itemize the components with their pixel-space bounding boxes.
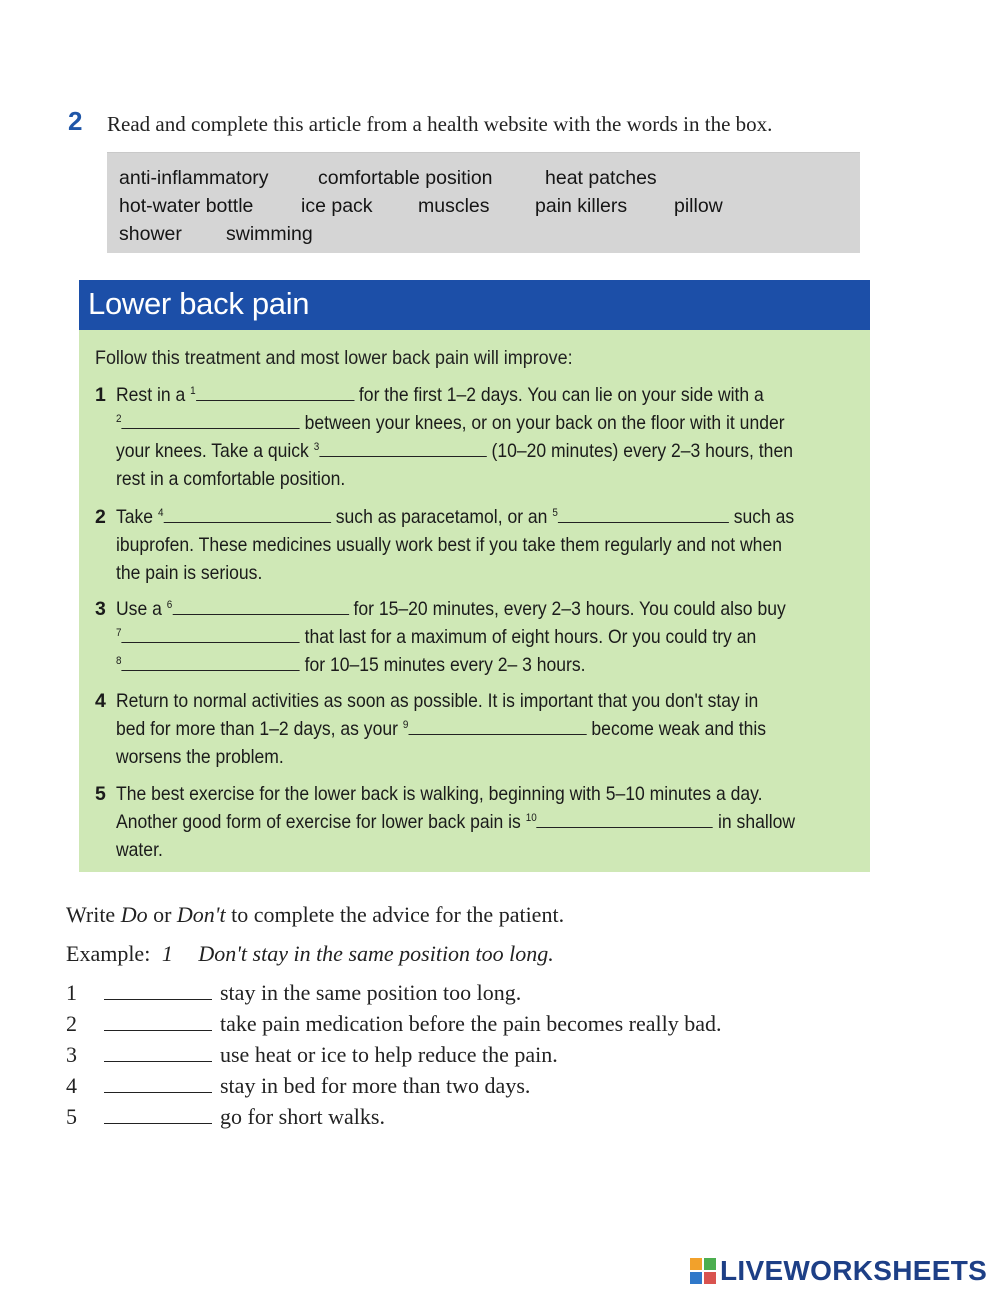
article-title: Lower back pain <box>88 286 310 321</box>
step2-line2: ibuprofen. These medicines usually work best if you take them regularly and not when <box>116 534 782 556</box>
step3-line3: $^8$ for 10–15 minutes every 2– 3 hours. <box>116 654 586 676</box>
blank-1[interactable] <box>196 384 354 401</box>
step-number: 1 <box>95 384 106 406</box>
part2-instruction: Write Do or Don't to complete the advice for the patient. <box>66 902 565 927</box>
word-ice-pack: ice pack <box>301 195 373 217</box>
logo-square-icon <box>690 1272 702 1284</box>
part2-example: Example: 1 Don't stay in the same position too long. <box>66 941 554 966</box>
answer-blank-4[interactable] <box>104 1078 212 1093</box>
step-number: 4 <box>95 690 106 712</box>
question-row: 4 stay in bed for more than two days. <box>66 1073 531 1098</box>
word-anti-inflammatory: anti-inflammatory <box>119 167 269 189</box>
exercise-instruction: Read and complete this article from a health website with the words in the box. <box>107 112 773 136</box>
logo-grid-icon <box>690 1258 716 1284</box>
step3-line1: Use a $^6$ for 15–20 minutes, every 2–3 hours. You could also buy <box>116 598 786 620</box>
blank-10[interactable] <box>537 811 713 828</box>
step3-line2: $^7$ that last for a maximum of eight hours. Or you could try an <box>116 626 757 648</box>
step-number: 2 <box>95 506 106 528</box>
logo-square-icon <box>690 1258 702 1270</box>
step5-line1: The best exercise for the lower back is walking, beginning with 5–10 minutes a day. <box>116 783 763 805</box>
answer-blank-2[interactable] <box>104 1016 212 1031</box>
article-header <box>79 280 870 330</box>
step-number: 3 <box>95 598 106 620</box>
word-box <box>107 152 860 253</box>
step1-line4: rest in a comfortable position. <box>116 468 346 490</box>
word-comfortable-position: comfortable position <box>318 167 493 189</box>
exercise-number: 2 <box>68 106 83 136</box>
blank-5[interactable] <box>558 506 729 523</box>
blank-4[interactable] <box>163 506 330 523</box>
question-row: 1 stay in the same position too long. <box>66 980 522 1005</box>
step1-line2: $^2$ between your knees, or on your back on the floor with it under <box>116 412 785 434</box>
word-pain-killers: pain killers <box>535 195 628 217</box>
step5-line3: water. <box>116 839 163 861</box>
blank-7[interactable] <box>122 626 300 643</box>
step-number: 5 <box>95 783 106 805</box>
step4-line3: worsens the problem. <box>116 746 284 768</box>
article-intro: Follow this treatment and most lower back pain will improve: <box>95 347 573 369</box>
liveworksheets-logo[interactable] <box>690 1254 987 1288</box>
word-heat-patches: heat patches <box>545 167 657 189</box>
step1-line3: your knees. Take a quick $^3$ (10–20 minutes) every 2–3 hours, then <box>116 440 793 462</box>
step4-line2: bed for more than 1–2 days, as your $^9$ become weak and this <box>116 718 767 740</box>
step2-line3: the pain is serious. <box>116 562 263 584</box>
question-row: 2 take pain medication before the pain becomes really bad. <box>66 1011 722 1036</box>
blank-9[interactable] <box>408 718 586 735</box>
logo-text: LIVEWORKSHEETS <box>720 1255 988 1286</box>
word-hot-water-bottle: hot-water bottle <box>119 195 254 217</box>
blank-3[interactable] <box>319 440 486 457</box>
answer-blank-5[interactable] <box>104 1109 212 1124</box>
logo-square-icon <box>704 1258 716 1270</box>
answer-blank-1[interactable] <box>104 985 212 1000</box>
step5-line2: Another good form of exercise for lower back pain is $^{10}$ in shallow <box>116 811 796 833</box>
word-swimming: swimming <box>226 223 313 245</box>
logo-square-icon <box>704 1272 716 1284</box>
step2-line1: Take $^4$ such as paracetamol, or an $^5$ such as <box>116 506 795 528</box>
word-shower: shower <box>119 223 182 245</box>
step1-line1: Rest in a $^1$ for the first 1–2 days. You can lie on your side with a <box>116 384 764 406</box>
question-row: 3 use heat or ice to help reduce the pain. <box>66 1042 558 1067</box>
article-panel <box>79 280 870 872</box>
answer-blank-3[interactable] <box>104 1047 212 1062</box>
word-muscles: muscles <box>418 195 490 217</box>
blank-2[interactable] <box>122 412 300 429</box>
word-pillow: pillow <box>674 195 723 217</box>
blank-8[interactable] <box>122 654 300 671</box>
blank-6[interactable] <box>172 598 348 615</box>
question-row: 5 go for short walks. <box>66 1104 385 1129</box>
step4-line1: Return to normal activities as soon as possible. It is important that you don't stay in <box>116 690 759 712</box>
